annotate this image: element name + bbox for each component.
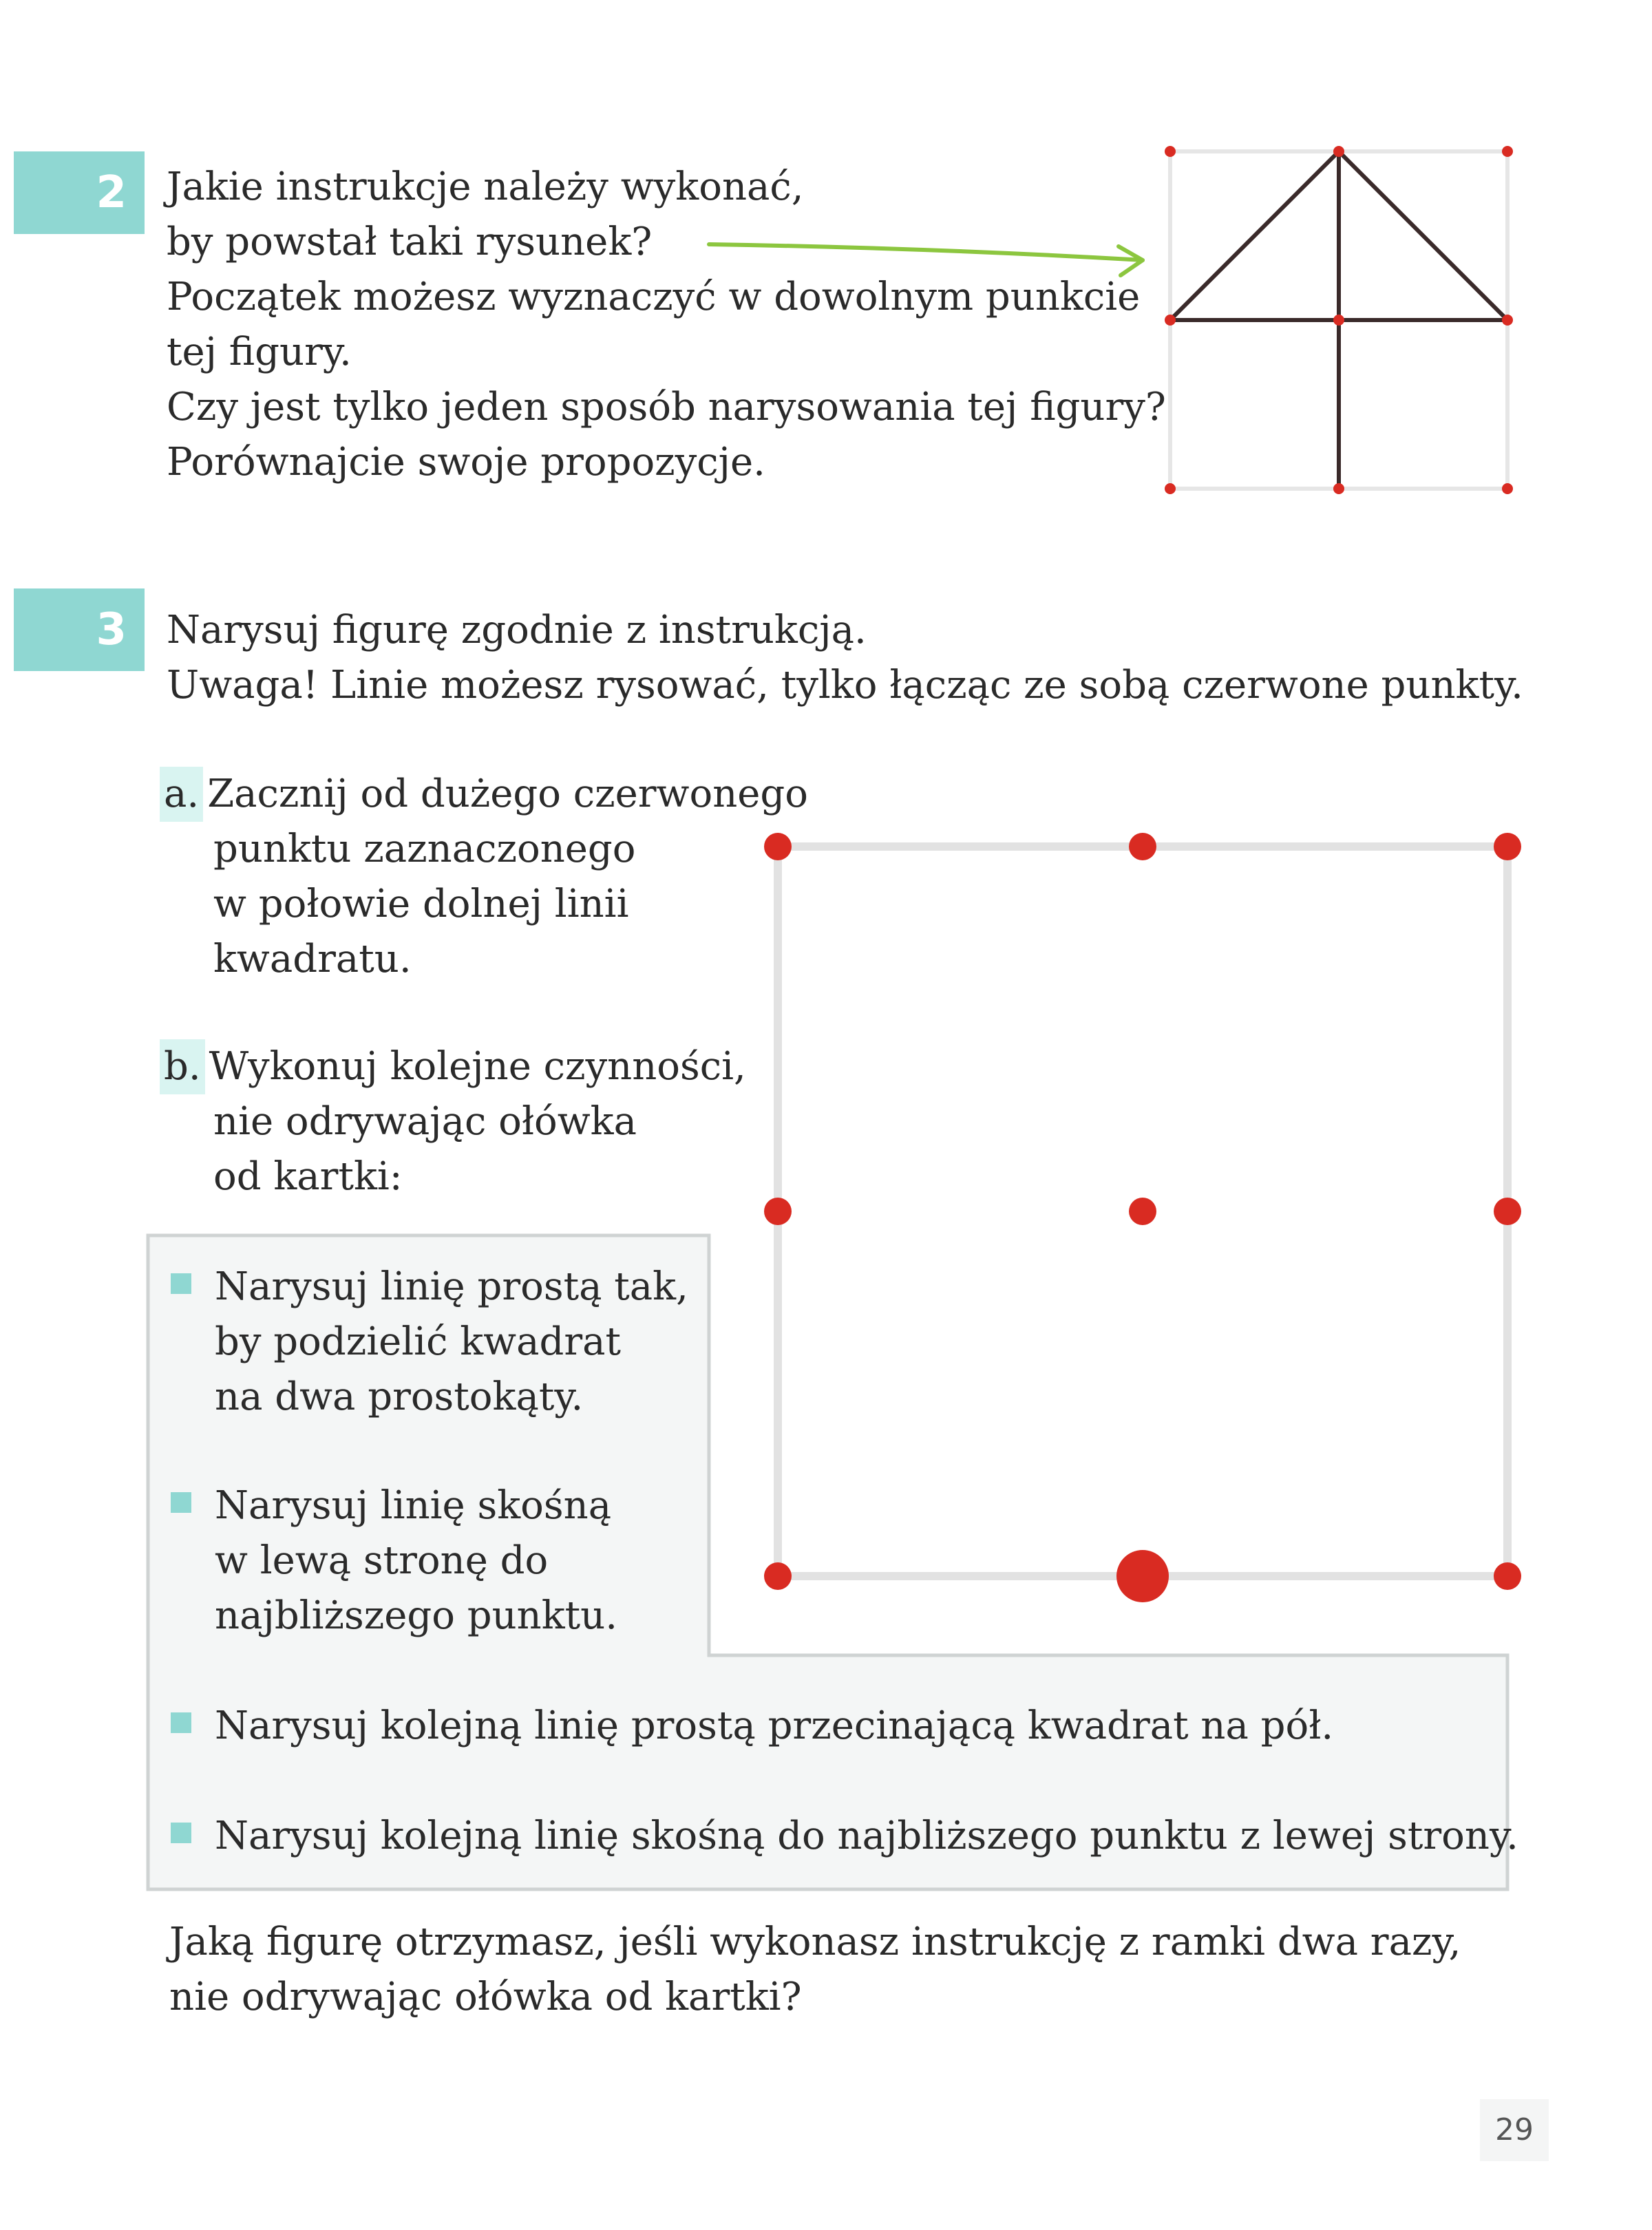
part-a-line: Zacznij od dużego czerwonego <box>207 772 808 816</box>
task-2-line: by powstał taki rysunek? <box>167 220 653 264</box>
part-b-label: b. <box>160 1039 205 1094</box>
task-3-intro-line: Narysuj figurę zgodnie z instrukcją. <box>167 608 867 652</box>
task-2-line: tej figury. <box>167 330 352 374</box>
grid-dot <box>764 833 792 860</box>
part-a-label: a. <box>160 767 203 822</box>
question-line: nie odrywając ołówka od kartki? <box>169 1975 802 2019</box>
part-b-line: nie odrywając ołówka <box>213 1099 637 1144</box>
grid-dot <box>764 1198 792 1225</box>
task-2-line: Czy jest tylko jeden sposób narysowania tej figury? <box>167 385 1166 429</box>
task-3-question <box>169 1915 1461 2025</box>
grid-dot <box>1494 1198 1521 1225</box>
task-3-intro-line: Uwaga! Linie możesz rysować, tylko łącząc ze sobą czerwone punkty. <box>167 663 1523 708</box>
part-a-line: w połowie dolnej linii <box>213 882 629 926</box>
question-line: Jaką figurę otrzymasz, jeśli wykonasz instrukcję z ramki dwa razy, <box>169 1920 1461 1964</box>
part-b-line: od kartki: <box>213 1154 403 1199</box>
box-item-1: Narysuj linię prostą tak, by podzielić kwadrat na dwa prostokąty. <box>215 1264 688 1419</box>
bullet-icon <box>171 1712 191 1733</box>
grid-dot <box>1129 1198 1156 1225</box>
task-3-dot-grid <box>743 812 1528 1611</box>
part-a-line: kwadratu. <box>213 937 412 981</box>
task-2-number-badge: 2 <box>14 151 145 234</box>
bullet-icon <box>171 1492 191 1513</box>
grid-dot <box>1129 833 1156 860</box>
grid-dot <box>1494 833 1521 860</box>
bullet-icon <box>171 1273 191 1294</box>
task-2-line: Początek możesz wyznaczyć w dowolnym punkcie <box>167 275 1141 319</box>
part-a-line: punktu zaznaczonego <box>213 827 636 871</box>
part-b-line: Wykonuj kolejne czynności, <box>209 1044 746 1089</box>
task-2-line: Jakie instrukcje należy wykonać, <box>167 164 804 209</box>
box-item-4: Narysuj kolejną linię skośną do najbliższego punktu z lewej strony. <box>215 1814 1518 1858</box>
start-dot-large <box>1116 1550 1169 1602</box>
grid-dot <box>1494 1562 1521 1590</box>
page-number: 29 <box>1480 2099 1549 2161</box>
bullet-icon <box>171 1823 191 1843</box>
box-item-2: Narysuj linię skośną w lewą stronę do najbliższego punktu. <box>215 1483 618 1638</box>
task-3-number-badge: 3 <box>14 588 145 671</box>
task-2-line: Porównajcie swoje propozycje. <box>167 440 765 485</box>
box-item-3: Narysuj kolejną linię prostą przecinającą kwadrat na pół. <box>215 1703 1334 1748</box>
grid-dot <box>764 1562 792 1590</box>
